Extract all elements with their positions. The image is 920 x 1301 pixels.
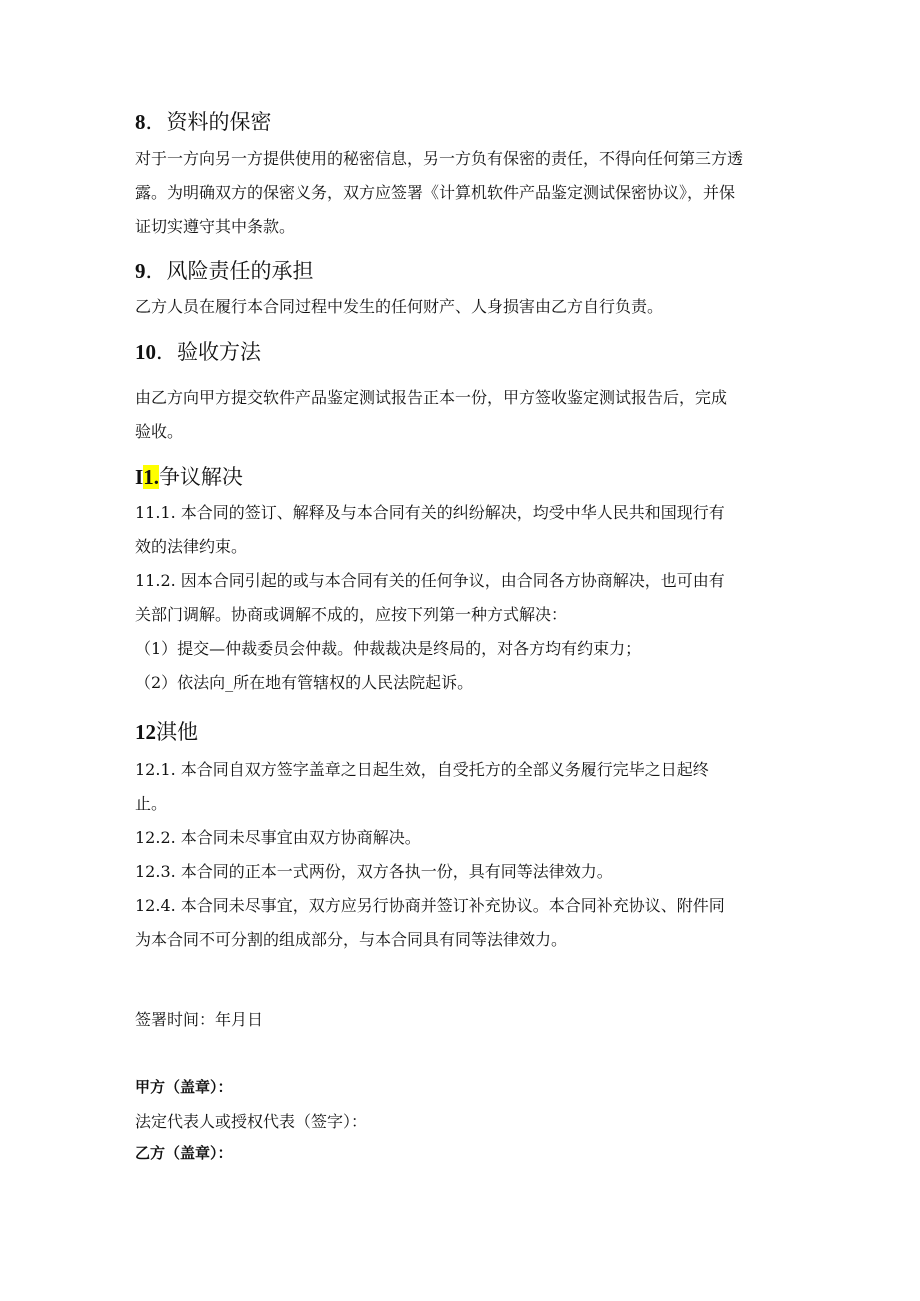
paragraph-line: 为本合同不可分割的组成部分，与本合同具有同等法律效力。 <box>135 930 568 949</box>
paragraph-line: 露。为明确双方的保密义务，双方应签署《计算机软件产品鉴定测试保密协议》，并保 <box>135 183 736 202</box>
paragraph-line: （2）依法向_所在地有管辖权的人民法院起诉。 <box>135 673 474 692</box>
paragraph-line: 关部门调解。协商或调解不成的，应按下列第一种方式解决： <box>135 605 568 624</box>
section-11-body <box>135 496 725 700</box>
paragraph-line: 证切实遵守其中条款。 <box>135 217 296 236</box>
representative-signature: 法定代表人或授权代表（签字）： <box>135 1112 368 1131</box>
section-12-heading <box>135 716 198 746</box>
section-number: 8 <box>135 110 146 134</box>
section-9-heading <box>135 255 314 285</box>
party-a-seal: 甲方（盖章）： <box>135 1078 233 1096</box>
section-11-heading <box>135 461 243 491</box>
section-number: 9 <box>135 259 146 283</box>
paragraph-line: 止。 <box>135 794 168 813</box>
section-10-body <box>135 381 727 449</box>
paragraph-line: 验收。 <box>135 422 184 441</box>
section-title: ．资料的保密 <box>145 110 272 134</box>
section-10-heading <box>135 336 261 366</box>
section-9-body <box>135 290 663 324</box>
paragraph-line: 效的法律约束。 <box>135 537 248 556</box>
section-number: 12 <box>135 720 156 744</box>
highlighted-section-number: 1. <box>143 465 159 489</box>
section-title: 淇他 <box>156 720 198 744</box>
paragraph-line: 乙方人员在履行本合同过程中发生的任何财产、人身损害由乙方自行负责。 <box>135 297 664 316</box>
paragraph-line: 11.1. 本合同的签订、解释及与本合同有关的纠纷解决，均受中华人民共和国现行有 <box>135 503 725 522</box>
paragraph-line: 对于一方向另一方提供使用的秘密信息，另一方负有保密的责任，不得向任何第三方透 <box>135 149 744 168</box>
party-b-seal: 乙方（盖章）： <box>135 1144 233 1162</box>
paragraph-line: 12.1. 本合同自双方签字盖章之日起生效，自受托方的全部义务履行完毕之日起终 <box>135 760 709 779</box>
section-number-prefix: I <box>135 465 144 489</box>
section-title: ．风险责任的承担 <box>145 259 314 283</box>
paragraph-line: （1）提交—仲裁委员会仲裁。仲裁裁决是终局的，对各方均有约束力； <box>135 639 642 658</box>
section-12-body <box>135 753 725 957</box>
paragraph-line: 12.4. 本合同未尽事宜，双方应另行协商并签订补充协议。本合同补充协议、附件同 <box>135 896 725 915</box>
paragraph-line: 由乙方向甲方提交软件产品鉴定测试报告正本一份，甲方签收鉴定测试报告后，完成 <box>135 388 728 407</box>
paragraph-line: 12.2. 本合同未尽事宜由双方协商解决。 <box>135 828 421 847</box>
section-8-body <box>135 142 743 244</box>
section-title: ．验收方法 <box>156 340 261 364</box>
paragraph-line: 11.2. 因本合同引起的或与本合同有关的任何争议，由合同各方协商解决，也可由有 <box>135 571 725 590</box>
section-title: 争议解决 <box>158 465 243 489</box>
section-number: 10 <box>135 340 156 364</box>
section-8-heading <box>135 106 272 136</box>
paragraph-line: 12.3. 本合同的正本一式两份，双方各执一份，具有同等法律效力。 <box>135 862 613 881</box>
signing-date: 签署时间：年月日 <box>135 1010 264 1029</box>
